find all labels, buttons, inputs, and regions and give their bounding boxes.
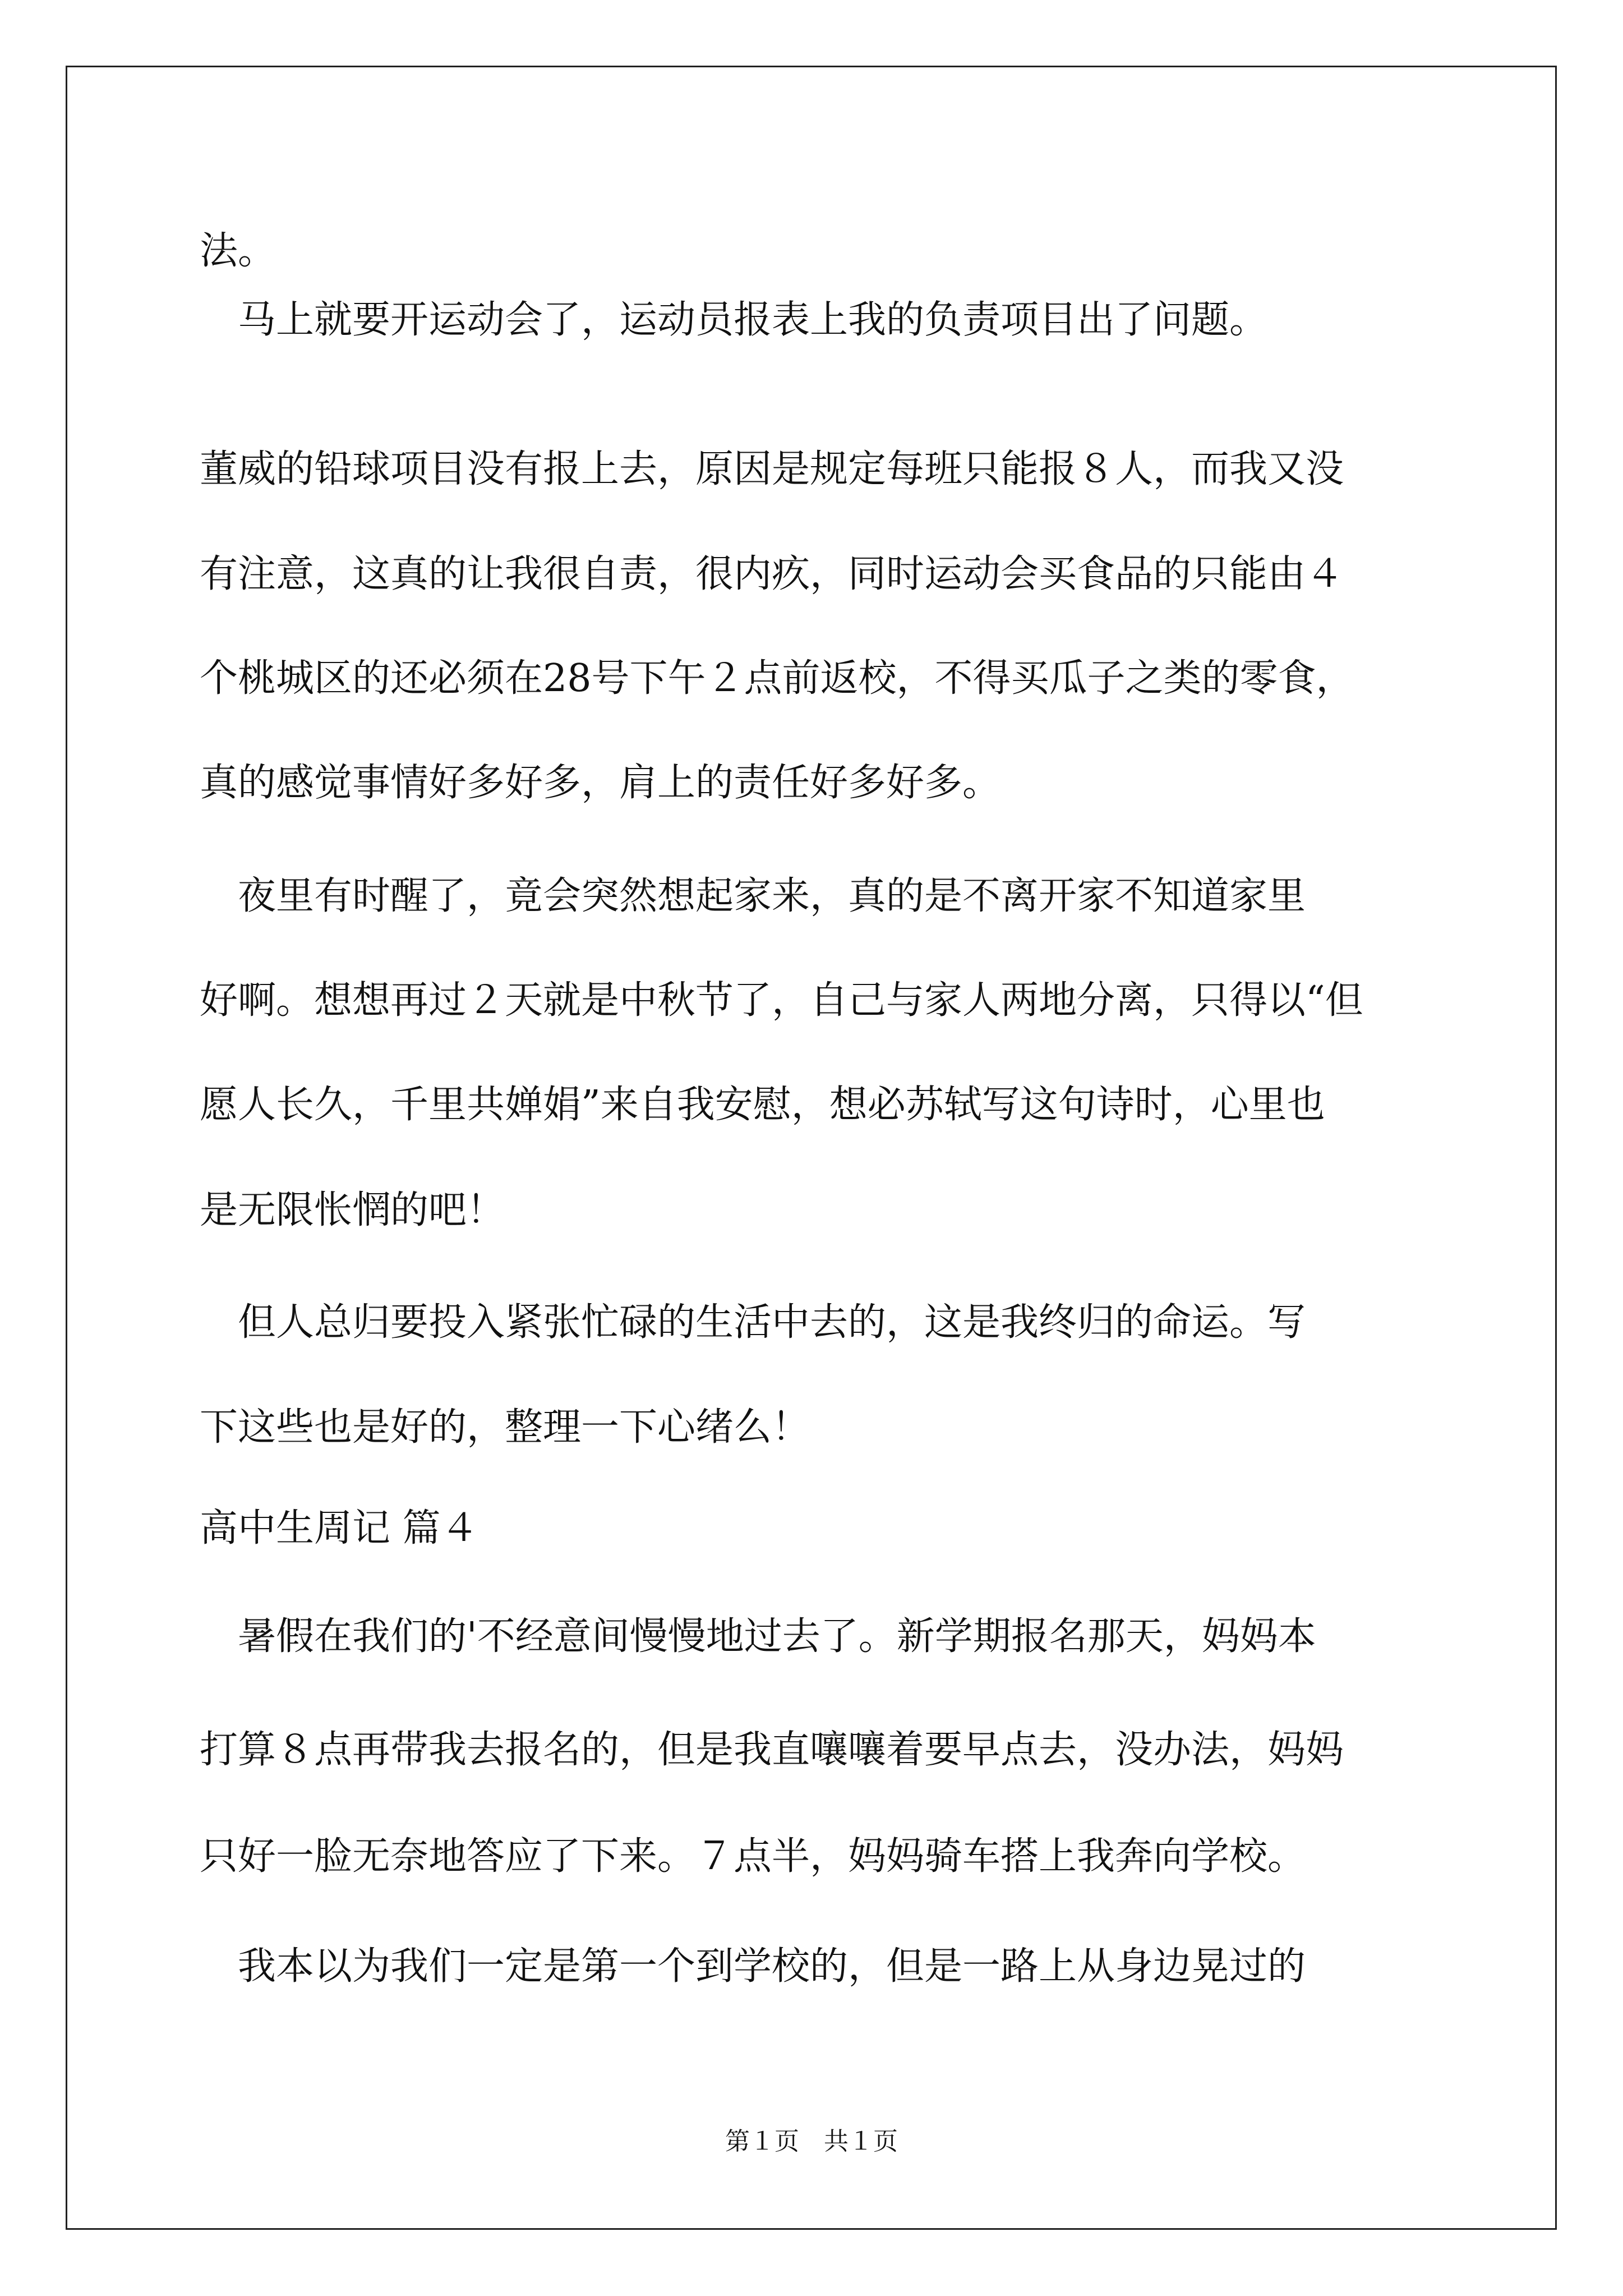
text-line: 法。 <box>200 229 276 273</box>
text-line: 好啊。想想再过２天就是中秋节了，自己与家人两地分离，只得以“但 <box>200 978 1363 1023</box>
text-line: 但人总归要投入紧张忙碌的生活中去的，这是我终归的命运。写 <box>200 1300 1306 1345</box>
text-line: 我本以为我们一定是第一个到学校的，但是一路上从身边晃过的 <box>200 1944 1306 1989</box>
section-heading: 高中生周记 篇４ <box>200 1506 479 1550</box>
text-line: 是无限怅惘的吧！ <box>200 1188 505 1232</box>
text-line: 愿人长久，千里共婵娟”来自我安慰，想必苏轼写这句诗时，心里也 <box>200 1083 1325 1127</box>
text-line: 有注意，这真的让我很自责，很内疚，同时运动会买食品的只能由４ <box>200 552 1344 596</box>
text-line: 个桃城区的还必须在28号下午２点前返校，不得买瓜子之类的零食， <box>200 656 1354 701</box>
text-line: 夜里有时醒了，竟会突然想起家来，真的是不离开家不知道家里 <box>200 874 1306 918</box>
page-border <box>66 66 1557 2230</box>
text-line: 董威的铅球项目没有报上去，原因是规定每班只能报８人，而我又没 <box>200 447 1344 491</box>
text-line: 真的感觉事情好多好多，肩上的责任好多好多。 <box>200 761 1001 805</box>
page-footer: 第１页 共１页 <box>725 2127 898 2156</box>
text-line: 只好一脸无奈地答应了下来。７点半，妈妈骑车搭上我奔向学校。 <box>200 1834 1306 1879</box>
text-line: 暑假在我们的'不经意间慢慢地过去了。新学期报名那天，妈妈本 <box>200 1614 1316 1659</box>
text-line: 马上就要开运动会了，运动员报表上我的负责项目出了问题。 <box>200 298 1268 342</box>
text-line: 打算８点再带我去报名的，但是我直嚷嚷着要早点去，没办法，妈妈 <box>200 1728 1344 1772</box>
text-line: 下这些也是好的，整理一下心绪么！ <box>200 1405 810 1450</box>
